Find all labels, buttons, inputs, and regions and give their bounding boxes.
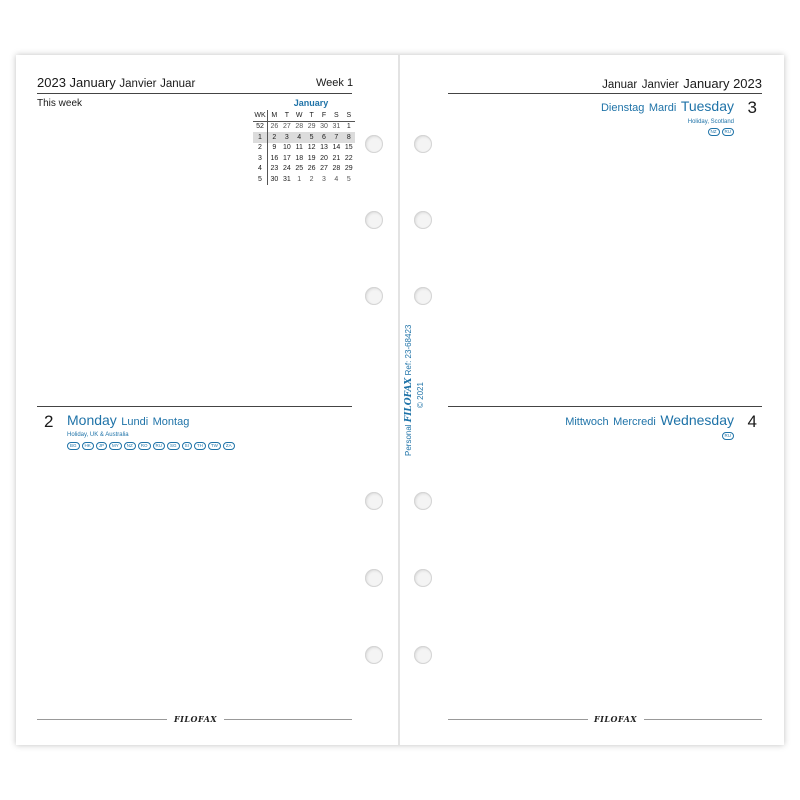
right-page [400,55,784,745]
month-de: Januar [160,78,196,90]
calendar-day-cell: 28 [332,165,341,173]
calendar-day-cell: 2 [309,175,314,183]
calendar-day-cell: 14 [332,144,341,152]
day-name-fr: Mercredi [613,416,656,428]
calendar-week-number: 5 [253,174,268,185]
footer-rule-right [644,719,762,720]
calendar-day-cell: 13 [320,144,328,152]
country-badge: RO [138,442,151,450]
spine-personal: Personal [404,424,413,456]
day-name-fr: Lundi [121,416,149,428]
calendar-week-row [253,164,355,175]
calendar-day-cell: 27 [320,165,328,173]
punch-hole [365,211,383,229]
country-badge: HK [82,442,94,450]
day-number: 2 [44,412,54,431]
month-de: Januar [602,79,638,91]
calendar-day-cell: 16 [270,154,279,162]
punch-hole [365,569,383,587]
punch-hole [365,492,383,510]
calendar-day-cell: 31 [332,123,341,131]
wednesday-heading [565,412,734,430]
day-name-en: Wednesday [660,412,734,428]
calendar-header-cell: T [305,110,317,121]
calendar-header-cell: W [293,110,305,121]
calendar-week-row [253,132,355,143]
punch-hole [365,646,383,664]
calendar-header-cell: WK [253,110,268,121]
calendar-week-row [253,143,355,154]
country-badges [708,128,735,136]
footer-rule-left [448,719,588,720]
this-week-label: This week [37,98,83,109]
calendar-week-number: 3 [253,153,268,164]
year-month: 2023 January [37,75,116,90]
calendar-day-cell: 2 [268,132,281,143]
calendar-day-cell: 29 [307,123,316,131]
country-badge: JP [96,442,107,450]
day-name-de: Montag [152,416,190,428]
country-badge: TH [194,442,206,450]
footer-rule-right [224,719,352,720]
month-en-year: January 2023 [683,76,762,91]
country-badge: NZ [124,442,136,450]
day-name-de: Mittwoch [565,416,609,428]
footer-rule-left [37,719,167,720]
calendar-week-number: 2 [253,143,268,154]
diary-spread [16,55,784,745]
calendar-day-cell: 11 [295,144,303,152]
calendar-header-cell: S [330,110,342,121]
spine-ref: Ref: 23-68423 [404,324,413,376]
calendar-day-cell: 28 [295,123,304,131]
punch-hole [414,211,432,229]
day-name-en: Tuesday [680,98,734,114]
punch-hole [414,287,432,305]
month-fr: Janvier [641,79,679,91]
mini-calendar-month: January [293,98,329,108]
calendar-day-cell: 6 [318,132,330,143]
calendar-day-cell: 30 [270,175,279,183]
country-badge: ZA [223,442,235,450]
calendar-day-cell: 4 [293,132,305,143]
calendar-day-cell: 7 [330,132,342,143]
filofax-logo: FILOFAX [594,714,638,724]
calendar-header-cell: T [281,110,293,121]
calendar-day-cell: 23 [270,165,279,173]
right-header-title [602,75,762,93]
country-badge: SG [167,442,180,450]
day-rule [37,406,352,407]
calendar-day-cell: 21 [332,154,341,162]
punch-hole [365,287,383,305]
calendar-day-cell: 29 [344,165,353,173]
left-header-title [37,75,195,90]
country-badge: SI [182,442,192,450]
country-badges [722,432,735,440]
holiday-note: Holiday, Scotland [687,119,734,125]
day-number: 4 [747,412,757,431]
calendar-day-cell: 12 [307,144,316,152]
calendar-header-cell: S [343,110,355,121]
country-badge: RU [722,432,735,440]
calendar-day-cell: 18 [295,154,304,162]
calendar-day-cell: 1 [346,123,351,131]
calendar-day-cell: 8 [343,132,355,143]
day-name-en: Monday [67,412,117,428]
punch-hole [414,569,432,587]
calendar-day-cell: 27 [282,123,291,131]
calendar-week-number: 4 [253,164,268,175]
calendar-day-cell: 15 [344,144,353,152]
calendar-week-row [253,174,355,185]
calendar-week-number: 52 [253,121,268,132]
calendar-day-cell: 20 [320,154,328,162]
calendar-day-cell: 26 [307,165,316,173]
page-fold [398,55,400,745]
calendar-day-cell: 25 [295,165,304,173]
month-fr: Janvier [119,78,157,90]
country-badge: BG [67,442,80,450]
day-rule [448,406,762,407]
calendar-day-cell: 4 [334,175,339,183]
left-page [16,55,398,745]
spine-copyright: © 2021 [416,382,425,408]
filofax-logo: FILOFAX [174,714,218,724]
punch-hole [414,646,432,664]
punch-hole [365,135,383,153]
day-name-de: Dienstag [600,102,645,114]
calendar-header-cell: M [268,110,281,121]
week-label: Week 1 [316,77,354,89]
calendar-day-cell: 10 [282,144,291,152]
calendar-day-cell: 30 [320,123,328,131]
country-badge: RU [722,128,735,136]
day-heading [67,412,189,430]
mini-calendar [253,98,355,185]
calendar-day-cell: 22 [344,154,353,162]
day-name-fr: Mardi [648,102,677,114]
calendar-day-cell: 1 [297,175,302,183]
calendar-week-row [253,153,355,164]
calendar-day-cell: 3 [322,175,326,183]
mini-calendar-table [253,110,355,185]
calendar-week-number: 1 [253,132,268,143]
punch-hole [414,492,432,510]
calendar-day-cell: 3 [281,132,293,143]
calendar-day-cell: 5 [305,132,317,143]
spine-info [404,324,425,456]
punch-hole [414,135,432,153]
country-badges [67,442,235,450]
spine-brand: FILOFAX [404,377,414,423]
calendar-day-cell: 9 [272,144,277,152]
tuesday-heading [601,98,734,116]
country-badge: RU [153,442,166,450]
calendar-day-cell: 19 [307,154,316,162]
calendar-day-cell: 24 [282,165,291,173]
calendar-day-cell: 5 [346,175,351,183]
calendar-header-cell: F [318,110,330,121]
calendar-day-cell: 17 [282,154,291,162]
calendar-week-row [253,121,355,132]
calendar-day-cell: 26 [270,123,279,131]
header-rule [37,93,352,94]
country-badge: TW [208,442,221,450]
day-number: 3 [747,98,757,117]
header-rule [448,93,762,94]
calendar-day-cell: 31 [282,175,291,183]
holiday-note: Holiday, UK & Australia [67,432,129,438]
country-badge: NZ [708,128,720,136]
country-badge: MY [109,442,122,450]
